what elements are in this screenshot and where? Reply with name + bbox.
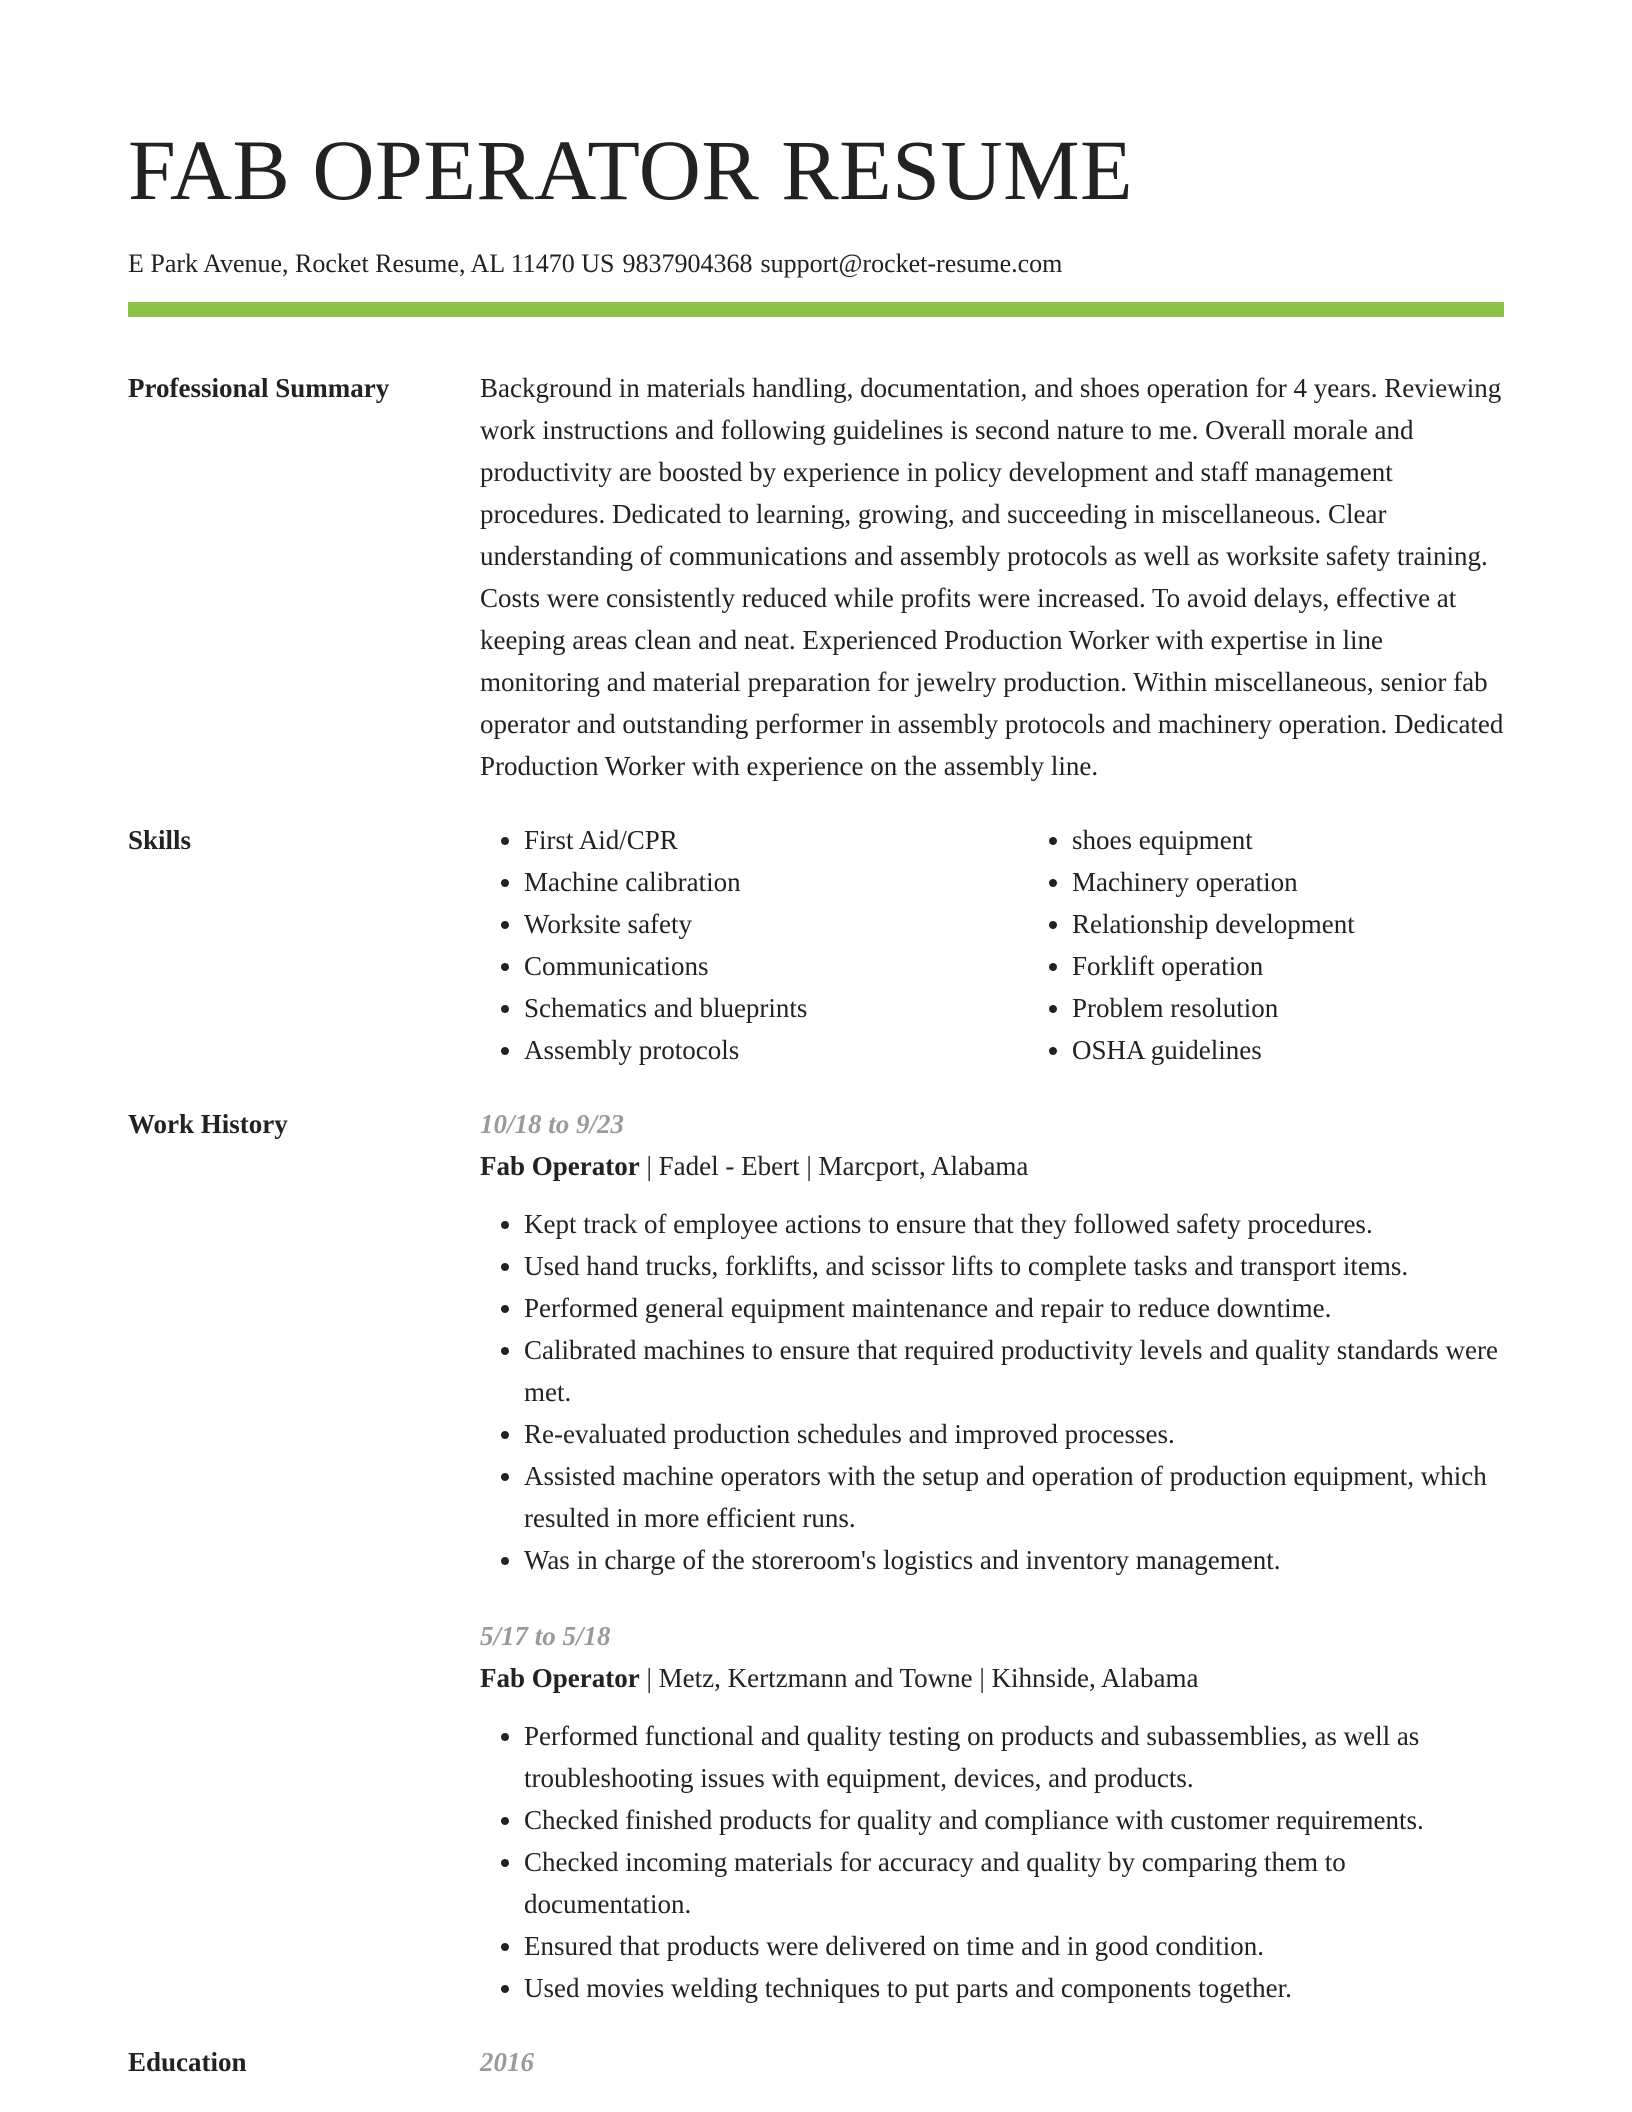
resume-title: FAB OPERATOR RESUME bbox=[128, 122, 1134, 218]
skill-item: • Problem resolution bbox=[1072, 987, 1576, 1029]
job-bullet: • Calibrated machines to ensure that required productivity levels and quality standards were met. bbox=[524, 1329, 1504, 1413]
job-bullet: • Ensured that products were delivered on time and in good condition. bbox=[524, 1925, 1504, 1967]
job-bullet: • Kept track of employee actions to ensure that they followed safety procedures. bbox=[524, 1203, 1504, 1245]
skill-item: • Schematics and blueprints bbox=[524, 987, 1028, 1029]
job-bullet: • Re-evaluated production schedules and improved processes. bbox=[524, 1413, 1504, 1455]
job-bullets bbox=[480, 1203, 1504, 1581]
summary-section bbox=[128, 367, 1504, 787]
contact-address: E Park Avenue, Rocket Resume, AL 11470 US bbox=[128, 249, 615, 278]
skills-heading: Skills bbox=[128, 825, 192, 855]
job-bullet: • Checked incoming materials for accuracy and quality by comparing them to documentation. bbox=[524, 1841, 1504, 1925]
job-bullet: • Used movies welding techniques to put parts and components together. bbox=[524, 1967, 1504, 2009]
job-bullet: • Was in charge of the storeroom's logistics and inventory management. bbox=[524, 1539, 1504, 1581]
skill-item: • Machine calibration bbox=[524, 861, 1028, 903]
summary-body bbox=[480, 367, 1504, 787]
work-history-section bbox=[128, 1103, 1504, 2009]
job-title: Fab Operator bbox=[480, 1663, 640, 1693]
skill-item: • Forklift operation bbox=[1072, 945, 1576, 987]
skills-list-left bbox=[480, 819, 1028, 1071]
job-bullet: • Assisted machine operators with the setup and operation of production equipment, which resulted in more efficient runs. bbox=[524, 1455, 1504, 1539]
education-dates: 2016 bbox=[480, 2047, 534, 2077]
skill-item: • Machinery operation bbox=[1072, 861, 1576, 903]
job-heading bbox=[480, 1657, 1504, 1699]
job-bullet: • Checked finished products for quality and compliance with customer requirements. bbox=[524, 1799, 1504, 1841]
job-details: | Fadel - Ebert | Marcport, Alabama bbox=[639, 1151, 1029, 1181]
skills-section bbox=[128, 819, 1504, 1071]
job-heading bbox=[480, 1145, 1504, 1187]
skill-item: • Assembly protocols bbox=[524, 1029, 1028, 1071]
job-title: Fab Operator bbox=[480, 1151, 640, 1181]
skill-item: • OSHA guidelines bbox=[1072, 1029, 1576, 1071]
summary-text: Background in materials handling, documentation, and shoes operation for 4 years. Reviewing work instructions and following guidelines is second nature to me. Overall morale and productivity are boosted by experience in policy development and staff management procedures. Dedicated to learning, growing, and succeeding in miscellaneous. Clear understanding of communications and assembly protocols as well as worksite safety training. Costs were consistently reduced while profits were increased. To avoid delays, effective at keeping areas clean and neat. Experienced Production Worker with expertise in line monitoring and material preparation for jewelry production. Within miscellaneous, senior fab operator and outstanding performer in assembly protocols and machinery operation. Dedicated Production Worker with experience on the assembly line. bbox=[480, 373, 1504, 781]
job-bullet: • Performed functional and quality testing on products and subassemblies, as well as troubleshooting issues with equipment, devices, and products. bbox=[524, 1715, 1504, 1799]
education-section bbox=[128, 2041, 1504, 2083]
job-details: | Metz, Kertzmann and Towne | Kihnside, Alabama bbox=[639, 1663, 1199, 1693]
job-entry bbox=[480, 1103, 1504, 1581]
work-history-heading: Work History bbox=[128, 1109, 288, 1139]
skill-item: • Worksite safety bbox=[524, 903, 1028, 945]
contact-email: support@rocket-resume.com bbox=[760, 249, 1063, 278]
accent-divider bbox=[128, 302, 1504, 317]
summary-heading: Professional Summary bbox=[128, 373, 390, 403]
work-history-body bbox=[480, 1103, 1504, 2009]
skills-list-right bbox=[1028, 819, 1576, 1071]
job-entry bbox=[480, 1615, 1504, 2009]
education-body bbox=[480, 2041, 1504, 2083]
skills-columns bbox=[480, 819, 1576, 1071]
contact-phone: 9837904368 bbox=[622, 249, 753, 278]
job-bullets bbox=[480, 1715, 1504, 2009]
skill-item: • First Aid/CPR bbox=[524, 819, 1028, 861]
job-bullet: • Performed general equipment maintenance and repair to reduce downtime. bbox=[524, 1287, 1504, 1329]
skill-item: • Communications bbox=[524, 945, 1028, 987]
job-dates: 10/18 to 9/23 bbox=[480, 1109, 625, 1139]
job-bullet: • Used hand trucks, forklifts, and scissor lifts to complete tasks and transport items. bbox=[524, 1245, 1504, 1287]
job-dates: 5/17 to 5/18 bbox=[480, 1621, 611, 1651]
education-heading: Education bbox=[128, 2047, 247, 2077]
skill-item: • shoes equipment bbox=[1072, 819, 1576, 861]
skill-item: • Relationship development bbox=[1072, 903, 1576, 945]
contact-line bbox=[128, 248, 1504, 280]
